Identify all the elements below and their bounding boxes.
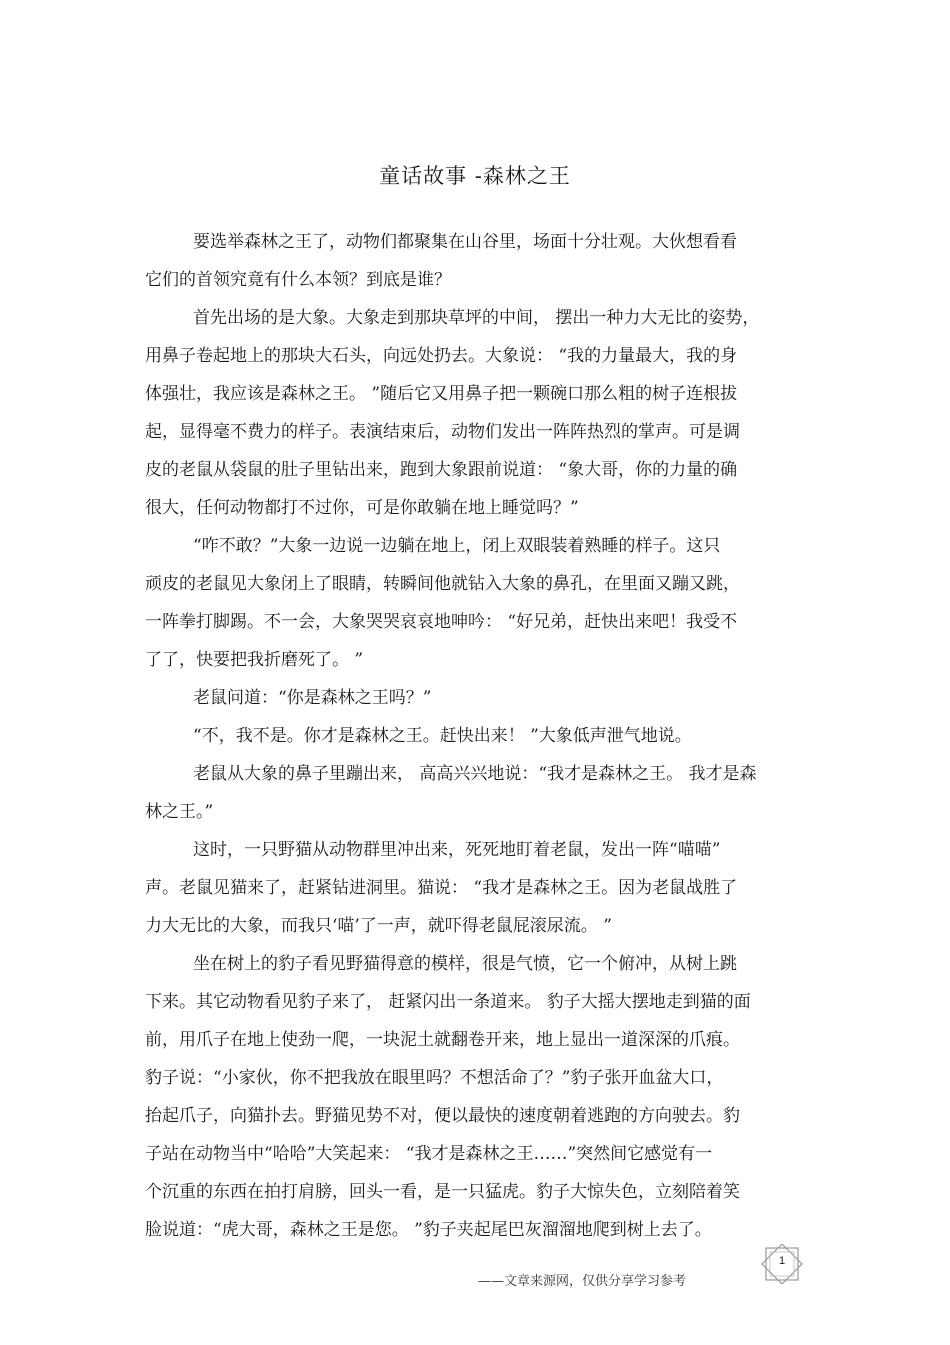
paragraph-2-line-3: 体强壮，我应该是森林之王。 ”随后它又用鼻子把一颗碗口那么粗的树子连根拔	[145, 384, 738, 404]
page-number: 1	[778, 1255, 786, 1267]
paragraph-8-line-7: 个沉重的东西在拍打肩膀，回头一看，是一只猛虎。豹子大惊失色，立刻陪着笑	[145, 1182, 740, 1202]
paragraph-2-line-6: 很大，任何动物都打不过你，可是你敢躺在地上睡觉吗？”	[145, 498, 579, 518]
paragraph-1-line-1: 要选举森林之王了，动物们都聚集在山谷里，场面十分壮观。大伙想看看	[193, 232, 737, 252]
paragraph-5-line-1: “不，我不是。你才是森林之王。赶快出来！ ”大象低声泄气地说。	[193, 726, 692, 746]
paragraph-2-line-4: 起，显得毫不费力的样子。表演结束后，动物们发出一阵阵热烈的掌声。可是调	[145, 422, 740, 442]
paragraph-8-line-6: 子站在动物当中“哈哈”大笑起来： “我才是森林之王……”突然间它感觉有一	[145, 1144, 713, 1164]
paragraph-3-line-4: 了了，快要把我折磨死了。 ”	[145, 650, 364, 670]
paragraph-7-line-3: 力大无比的大象，而我只‘喵’了一声，就吓得老鼠屁滚尿流。 ”	[145, 916, 612, 936]
paragraph-6-line-1: 老鼠从大象的鼻子里蹦出来， 高高兴兴地说：“我才是森林之王。 我才是森	[193, 764, 757, 784]
paragraph-1-line-2: 它们的首领究竟有什么本领？到底是谁？	[145, 270, 451, 290]
paragraph-7-line-1: 这时，一只野猫从动物群里冲出来，死死地盯着老鼠，发出一阵“喵喵”	[193, 840, 721, 860]
paragraph-8-line-2: 下来。其它动物看见豹子来了， 赶紧闪出一条道来。 豹子大摇大摆地走到猫的面	[145, 992, 751, 1012]
paragraph-2-line-2: 用鼻子卷起地上的那块大石头，向远处扔去。大象说： “我的力量最大，我的身	[145, 346, 738, 366]
paragraph-8-line-1: 坐在树上的豹子看见野猫得意的模样，很是气愤，它一个俯冲，从树上跳	[193, 954, 737, 974]
paragraph-7-line-2: 声。老鼠见猫来了，赶紧钻进洞里。猫说： “我才是森林之王。因为老鼠战胜了	[145, 878, 738, 898]
paragraph-8-line-4: 豹子说：“小家伙，你不把我放在眼里吗？不想活命了？”豹子张开血盆大口，	[145, 1068, 724, 1088]
paragraph-4-line-1: 老鼠问道：“你是森林之王吗？”	[193, 688, 432, 708]
paragraph-3-line-2: 顽皮的老鼠见大象闭上了眼睛，转瞬间他就钻入大象的鼻孔，在里面又蹦又跳，	[145, 574, 740, 594]
footer-source-note: ——文章来源网，仅供分享学习参考	[478, 1274, 687, 1289]
paragraph-2-line-5: 皮的老鼠从袋鼠的肚子里钻出来，跑到大象跟前说道： “象大哥，你的力量的确	[145, 460, 738, 480]
paragraph-3-line-1: “咋不敢？”大象一边说一边躺在地上，闭上双眼装着熟睡的样子。这只	[193, 536, 721, 556]
paragraph-8-line-8: 脸说道：“虎大哥，森林之王是您。 ”豹子夹起尾巴灰溜溜地爬到树上去了。	[145, 1220, 712, 1240]
document-title: 童话故事 -森林之王	[379, 164, 571, 188]
paragraph-6-line-2: 林之王。”	[145, 802, 214, 822]
paragraph-8-line-5: 抬起爪子，向猫扑去。野猫见势不对，便以最快的速度朝着逃跑的方向驶去。豹	[145, 1106, 740, 1126]
paragraph-3-line-3: 一阵拳打脚踢。不一会，大象哭哭哀哀地呻吟： “好兄弟，赶快出来吧！我受不	[145, 612, 738, 632]
paragraph-2-line-1: 首先出场的是大象。大象走到那块草坪的中间， 摆出一种力大无比的姿势，	[193, 308, 760, 328]
paragraph-8-line-3: 前，用爪子在地上使劲一爬，一块泥土就翻卷开来，地上显出一道深深的爪痕。	[145, 1030, 740, 1050]
